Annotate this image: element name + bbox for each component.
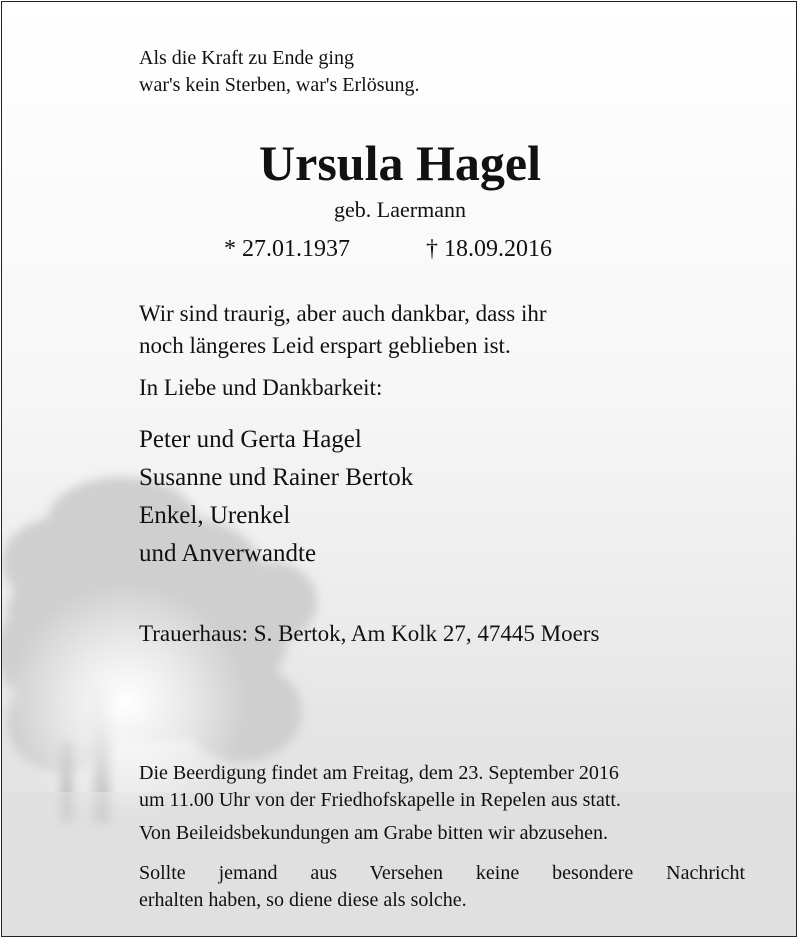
deceased-name: Ursula Hagel — [259, 135, 541, 191]
funeral-line: um 11.00 Uhr von der Friedhofskapelle in Repelen aus statt. — [139, 789, 621, 811]
condolence-note: Von Beileidsbekundungen am Grabe bitten wir abzusehen. — [139, 822, 608, 844]
obituary-notice — [1, 1, 797, 937]
motto-line: war's kein Sterben, war's Erlösung. — [139, 74, 420, 96]
mourner-entry: und Anverwandte — [139, 540, 317, 567]
mourner-entry: Susanne und Rainer Bertok — [139, 464, 414, 491]
closing-note — [139, 860, 745, 914]
message-line: noch längeres Leid erspart geblieben ist. — [139, 333, 511, 358]
funeral-line: Die Beerdigung findet am Freitag, dem 23. September 2016 — [139, 762, 619, 784]
mourner-entry: Enkel, Urenkel — [139, 502, 291, 529]
closing-line: erhalten haben, so diene diese als solche. — [139, 889, 467, 911]
funeral-info — [139, 760, 621, 814]
mourner-entry: Peter und Gerta Hagel — [139, 426, 362, 453]
mourners-list — [139, 421, 413, 573]
family-message — [139, 298, 547, 362]
message-line: Wir sind traurig, aber auch dankbar, dass ihr — [139, 301, 547, 326]
birth-date: * 27.01.1937 — [224, 236, 350, 262]
death-date: † 18.09.2016 — [426, 236, 552, 262]
mourners-intro: In Liebe und Dankbarkeit: — [139, 375, 383, 400]
maiden-name: geb. Laermann — [334, 197, 466, 222]
motto — [139, 45, 419, 99]
closing-line: Sollte jemand aus Versehen keine besondere Nachricht — [139, 862, 745, 884]
motto-line: Als die Kraft zu Ende ging — [139, 47, 354, 69]
mourning-house-address: Trauerhaus: S. Bertok, Am Kolk 27, 47445 Moers — [139, 621, 600, 646]
